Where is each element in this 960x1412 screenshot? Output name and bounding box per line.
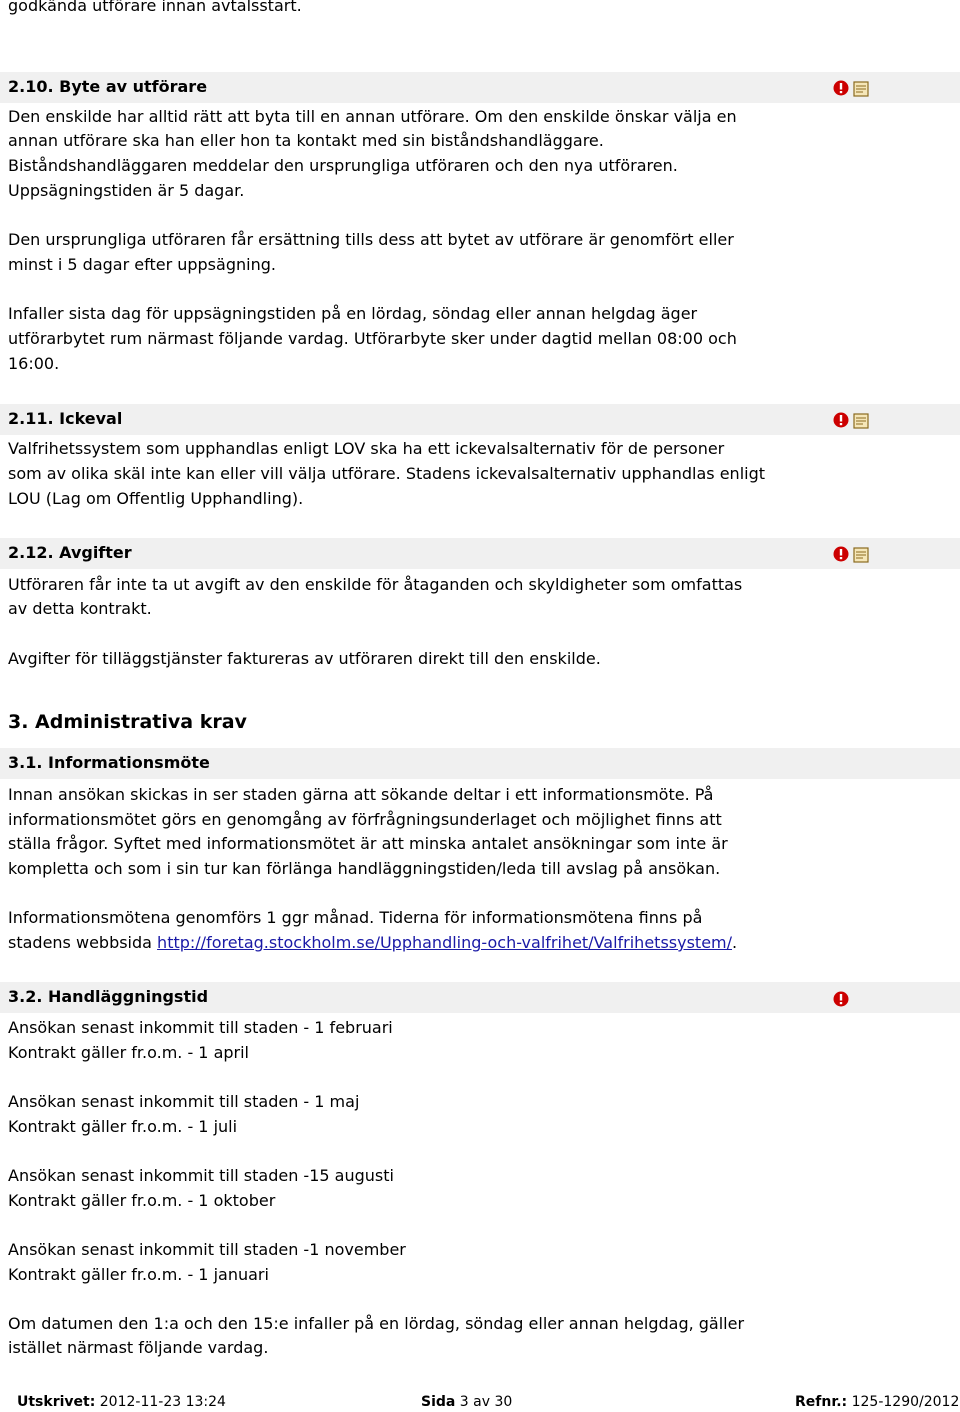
page-number	[421, 1392, 512, 1412]
section-title: 3.1. Informationsmöte	[8, 753, 210, 772]
paragraph-line	[8, 931, 737, 956]
section-title: 3.2. Handläggningstid	[8, 987, 209, 1006]
paragraph-line: av detta kontrakt.	[8, 599, 152, 618]
paragraph-line: Om datumen den 1:a och den 15:e infaller på en lördag, söndag eller annan helgdag, gäller	[8, 1314, 745, 1333]
chapter-title: 3. Administrativa krav	[8, 711, 247, 733]
section-header-3-2	[0, 982, 960, 1013]
exclamation-icon[interactable]	[833, 412, 849, 428]
section-header-2-10	[0, 72, 960, 103]
paragraph-line: Innan ansökan skickas in ser staden gärna att sökande deltar i ett informationsmöte. På	[8, 785, 714, 804]
document-icon[interactable]	[852, 546, 870, 564]
section-header-2-12	[0, 538, 960, 569]
document-icon[interactable]	[852, 412, 870, 430]
exclamation-icon[interactable]	[833, 546, 849, 562]
paragraph-line: istället närmast följande vardag.	[8, 1338, 269, 1357]
paragraph-line: Uppsägningstiden är 5 dagar.	[8, 181, 245, 200]
paragraph-line: Den ursprungliga utföraren får ersättning tills dess att bytet av utförare är genomfört eller	[8, 230, 734, 249]
paragraph-line: Infaller sista dag för uppsägningstiden på en lördag, söndag eller annan helgdag äger	[8, 304, 698, 323]
paragraph-line: ställa frågor. Syftet med informationsmötet är att minska antalet ansökningar som inte är	[8, 834, 728, 853]
paragraph-line: som av olika skäl inte kan eller vill välja utförare. Stadens ickevalsalternativ upphandlas enligt	[8, 464, 766, 483]
page-label: Sida	[421, 1394, 456, 1410]
contract-line: Kontrakt gäller fr.o.m. - 1 oktober	[8, 1191, 276, 1210]
printed-date	[17, 1392, 226, 1412]
link-prefix: stadens webbsida	[8, 933, 158, 952]
ref-label: Refnr.:	[795, 1394, 848, 1410]
paragraph-line: informationsmötet görs en genomgång av förfrågningsunderlaget och möjlighet finns att	[8, 810, 722, 829]
exclamation-icon[interactable]	[833, 80, 849, 96]
section-icons	[833, 412, 870, 430]
deadline-line: Ansökan senast inkommit till staden - 1 maj	[8, 1092, 360, 1111]
section-title: 2.10. Byte av utförare	[8, 77, 208, 96]
link-suffix: .	[732, 933, 738, 952]
section-title: 2.12. Avgifter	[8, 543, 132, 562]
paragraph-line: kompletta och som i sin tur kan förlänga handläggningstiden/leda till avslag på ansökan.	[8, 859, 721, 878]
paragraph-line: Den enskilde har alltid rätt att byta till en annan utförare. Om den enskilde önskar välja en	[8, 107, 737, 126]
paragraph-line: Biståndshandläggaren meddelar den ursprungliga utföraren och den nya utföraren.	[8, 156, 678, 175]
contract-line: Kontrakt gäller fr.o.m. - 1 januari	[8, 1265, 269, 1284]
deadline-line: Ansökan senast inkommit till staden -15 augusti	[8, 1166, 394, 1185]
paragraph-line: annan utförare ska han eller hon ta kontakt med sin biståndshandläggare.	[8, 131, 604, 150]
section-icons	[833, 991, 849, 1007]
ref-value: 125-1290/2012	[847, 1394, 960, 1410]
paragraph-line: LOU (Lag om Offentlig Upphandling).	[8, 489, 304, 508]
document-icon[interactable]	[852, 80, 870, 98]
section-title: 2.11. Ickeval	[8, 409, 123, 428]
continued-text: godkända utförare innan avtalsstart.	[8, 0, 302, 15]
paragraph-line: utförarbytet rum närmast följande vardag. Utförarbyte sker under dagtid mellan 08:00 och	[8, 329, 737, 348]
paragraph-line: minst i 5 dagar efter uppsägning.	[8, 255, 276, 274]
deadline-line: Ansökan senast inkommit till staden -1 november	[8, 1240, 406, 1259]
paragraph-line: Valfrihetssystem som upphandlas enligt LOV ska ha ett ickevalsalternativ för de personer	[8, 439, 725, 458]
deadline-line: Ansökan senast inkommit till staden - 1 februari	[8, 1018, 393, 1037]
exclamation-icon[interactable]	[833, 991, 849, 1007]
reference-number	[795, 1392, 959, 1412]
section-header-2-11	[0, 404, 960, 435]
section-icons	[833, 546, 870, 564]
page-value: 3 av 30	[455, 1394, 513, 1410]
paragraph-line: Utföraren får inte ta ut avgift av den enskilde för åtaganden och skyldigheter som omfattas	[8, 575, 743, 594]
contract-line: Kontrakt gäller fr.o.m. - 1 april	[8, 1043, 249, 1062]
printed-value: 2012-11-23 13:24	[95, 1394, 226, 1410]
section-icons	[833, 80, 870, 98]
paragraph-line: 16:00.	[8, 354, 60, 373]
contract-line: Kontrakt gäller fr.o.m. - 1 juli	[8, 1117, 238, 1136]
printed-label: Utskrivet:	[17, 1394, 96, 1410]
section-header-3-1	[0, 748, 960, 779]
valfrihet-link[interactable]: http://foretag.stockholm.se/Upphandling-och-valfrihet/Valfrihetssystem/	[157, 933, 733, 952]
paragraph-line: Informationsmötena genomförs 1 ggr månad. Tiderna för informationsmötena finns på	[8, 908, 703, 927]
paragraph-line: Avgifter för tilläggstjänster faktureras av utföraren direkt till den enskilde.	[8, 649, 601, 668]
